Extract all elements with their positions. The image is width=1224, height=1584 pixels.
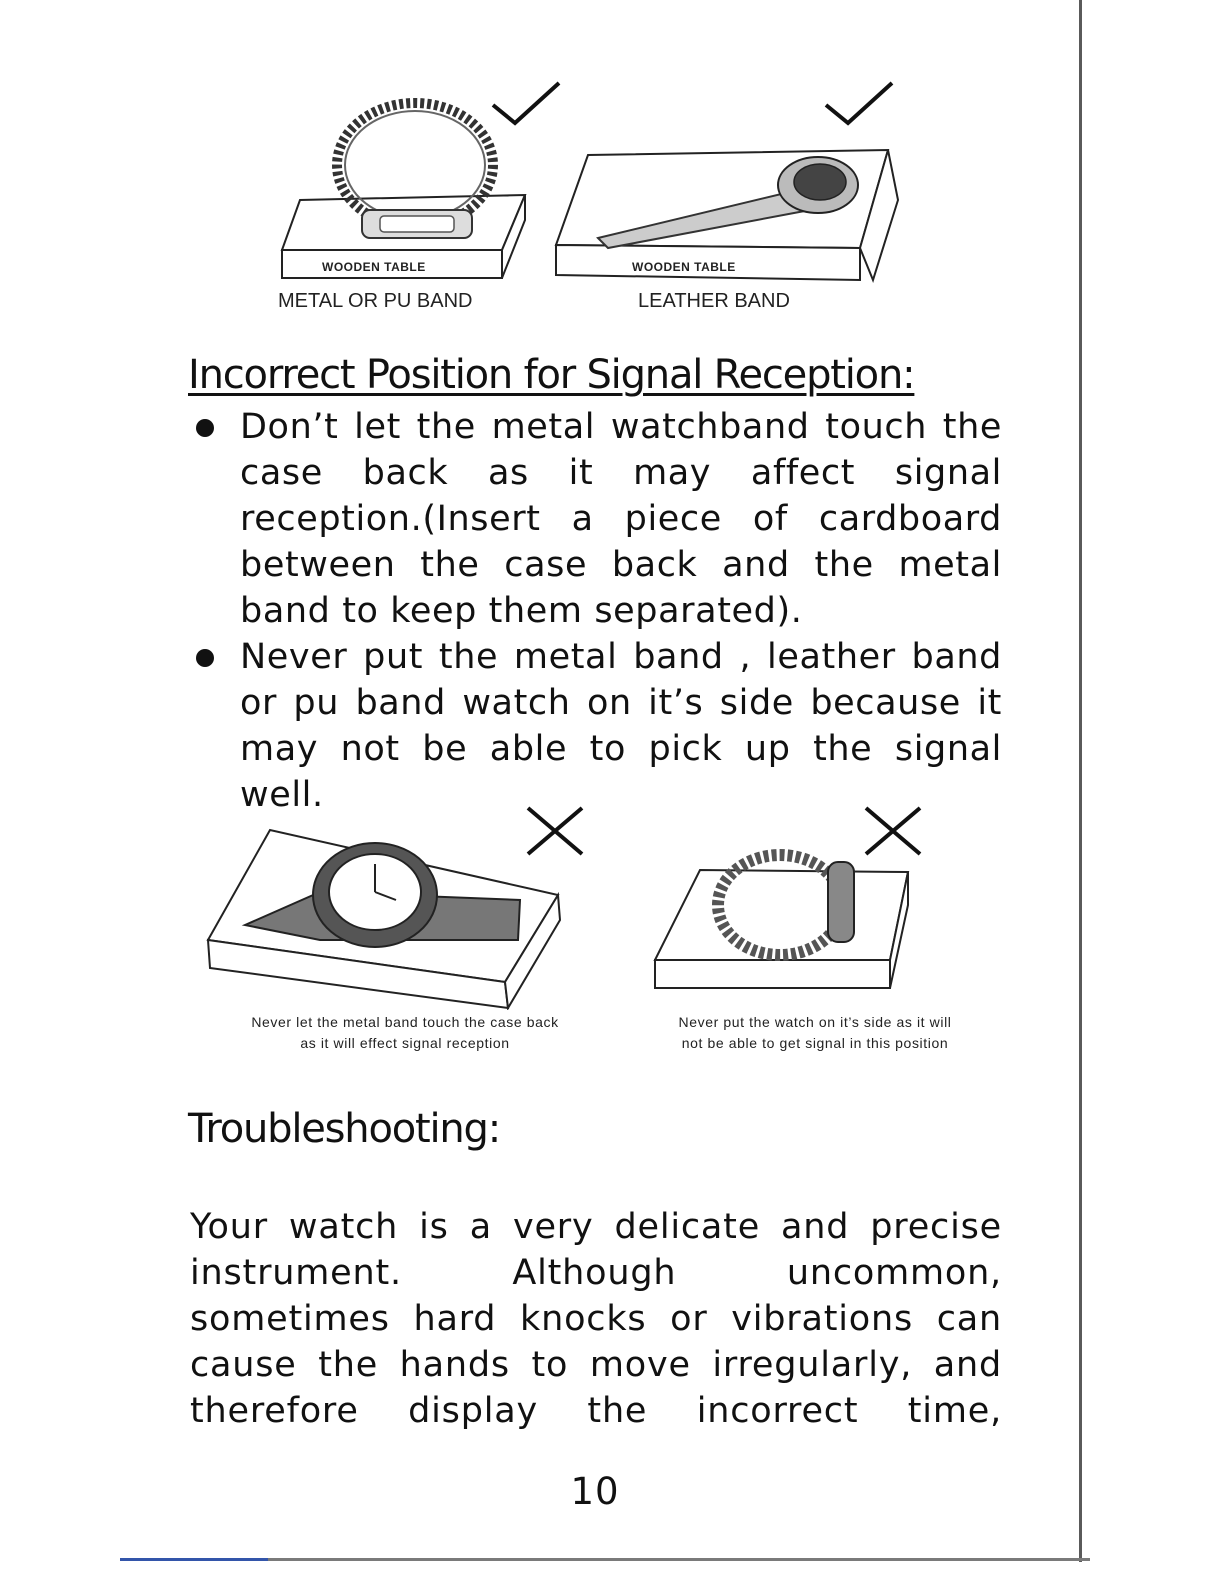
cross-icon [858,800,928,860]
caption-line: as it will effect signal reception [300,1035,510,1051]
caption-line: Never put the watch on it’s side as it will [678,1014,952,1030]
caption-metal-band-touch [195,1012,615,1054]
figure-leather-band-correct [548,70,908,290]
figure-metal-band-correct [270,70,570,290]
section-heading-incorrect-position: Incorrect Position for Signal Reception: [188,352,915,398]
section-heading-troubleshooting: Troubleshooting: [188,1106,501,1152]
bullet-text: Never put the metal band , leather band or pu band watch on it’s side because it may not be able to pick up the signal well. [240,637,1002,815]
caption-line: Never let the metal band touch the case back [251,1014,559,1030]
bullet-dot-icon [196,419,214,437]
cross-icon [520,800,590,860]
figure-watch-on-side-incorrect [640,800,940,1000]
page-number: 10 [570,1470,620,1513]
caption-metal-or-pu-band: METAL OR PU BAND [278,290,473,312]
bullet-item [188,404,1002,634]
caption-leather-band: LEATHER BAND [638,290,790,312]
page-edge [120,1558,268,1561]
checkmark-icon [818,75,898,135]
bullet-text: Don’t let the metal watchband touch the case back as it may affect signal reception.(Insert a piece of cardboard between the case back and the metal band to keep them separated). [240,407,1002,631]
page-edge [1079,0,1082,1562]
bullet-dot-icon [196,649,214,667]
table-label: WOODEN TABLE [322,260,426,274]
troubleshooting-paragraph: Your watch is a very delicate and precise instrument. Although uncommon, sometimes hard knocks or vibrations can cause the hands to move irregularly, and therefore display the incorrect time, [190,1207,1002,1431]
table-label: WOODEN TABLE [632,260,736,274]
figure-metal-band-touching-incorrect [200,800,600,1010]
caption-line: not be able to get signal in this position [681,1035,949,1051]
bullet-item [188,634,1002,818]
caption-watch-on-side [625,1012,1005,1054]
